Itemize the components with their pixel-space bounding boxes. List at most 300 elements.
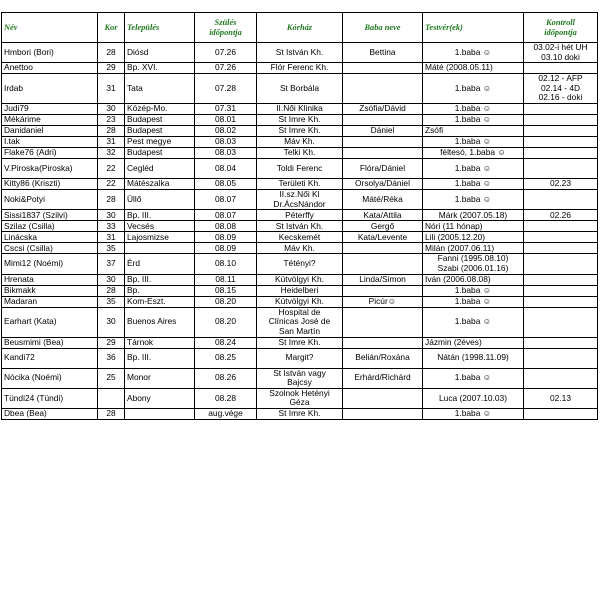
cell-siblings <box>423 190 524 210</box>
cell-age: 30 <box>98 274 125 285</box>
expectant-mothers-table <box>1 12 598 420</box>
cell-siblings <box>423 104 524 115</box>
cell-siblings <box>423 126 524 137</box>
cell-name: Hmbori (Bori) <box>2 43 98 63</box>
cell-hospital <box>257 126 343 137</box>
cell-age: 28 <box>98 43 125 63</box>
cell-siblings-line: Máté (2008.05.11) <box>425 62 493 73</box>
cell-hospital-line: Máv Kh. <box>284 242 315 253</box>
cell-due-date: 08.07 <box>195 190 257 210</box>
cell-siblings <box>423 137 524 148</box>
table-row <box>2 408 598 419</box>
cell-name: Irdab <box>2 74 98 104</box>
cell-siblings-line: Jázmin (2éves) <box>425 337 482 347</box>
cell-hospital <box>257 190 343 210</box>
cell-hospital <box>257 337 343 348</box>
cell-checkup-line: 02.23 <box>550 178 571 189</box>
cell-checkup-line: 02.14 - 4D <box>540 82 581 93</box>
cell-checkup <box>524 254 598 274</box>
cell-hospital-line: Margit? <box>285 352 314 363</box>
cell-due-date: 08.07 <box>195 210 257 221</box>
cell-hospital-line: Clínicas José de <box>268 316 331 327</box>
cell-checkup <box>524 388 598 408</box>
cell-siblings <box>423 408 524 419</box>
cell-baby-name-line: Zsófia/Dávid <box>359 103 406 114</box>
cell-name: Kitty86 (Kriszti) <box>2 179 98 190</box>
cell-hospital-line: Hospital de <box>278 307 321 317</box>
cell-siblings-line: Milán (2007.06.11) <box>425 242 495 253</box>
table-row <box>2 190 598 210</box>
cell-due-date: 08.09 <box>195 243 257 254</box>
cell-baby-name-line: Flóra/Dániel <box>359 162 406 173</box>
cell-name: Judi79 <box>2 104 98 115</box>
cell-baby-name <box>343 296 423 307</box>
cell-baby-name-line: Linda/Simon <box>359 274 406 284</box>
cell-due-date: 08.03 <box>195 148 257 159</box>
cell-checkup-line: 02.26 <box>550 209 571 220</box>
cell-hospital <box>257 408 343 419</box>
cell-age <box>98 388 125 408</box>
cell-hospital-line: Géza <box>289 397 310 408</box>
cell-due-date: 08.28 <box>195 388 257 408</box>
cell-due-date: 08.03 <box>195 137 257 148</box>
cell-age: 31 <box>98 137 125 148</box>
cell-due-date: 08.04 <box>195 159 257 179</box>
cell-place: Budapest <box>125 148 195 159</box>
table-row <box>2 210 598 221</box>
cell-checkup <box>524 148 598 159</box>
col-header-baby-name: Baba neve <box>343 13 423 43</box>
cell-siblings <box>423 148 524 159</box>
cell-hospital <box>257 63 343 74</box>
cell-baby-name-line: Gergő <box>370 220 395 231</box>
table-row <box>2 254 598 274</box>
cell-hospital-line: Területi Kh. <box>278 178 321 189</box>
table-row <box>2 337 598 348</box>
cell-siblings-line: Nátán (1998.11.09) <box>437 352 509 363</box>
cell-place: Monor <box>125 368 195 388</box>
cell-name: Sissi1837 (Szilvi) <box>2 210 98 221</box>
cell-siblings-line: 1.baba ☺ <box>454 285 492 295</box>
cell-due-date: 08.11 <box>195 274 257 285</box>
cell-name: Linácska <box>2 232 98 243</box>
cell-hospital-line: Szolnok Hetényi <box>269 388 330 398</box>
cell-baby-name <box>343 190 423 210</box>
cell-due-date: 08.15 <box>195 285 257 296</box>
cell-siblings <box>423 285 524 296</box>
cell-checkup <box>524 159 598 179</box>
cell-due-date: 08.26 <box>195 368 257 388</box>
cell-checkup-line: 03.02-i hét UH <box>533 42 588 52</box>
cell-due-date: 08.01 <box>195 115 257 126</box>
cell-siblings-line: 1.baba ☺ <box>454 178 492 189</box>
cell-checkup <box>524 104 598 115</box>
table-row <box>2 388 598 408</box>
cell-siblings-line: Luca (2007.10.03) <box>439 392 507 403</box>
cell-place <box>125 408 195 419</box>
cell-place: Érd <box>125 254 195 274</box>
cell-baby-name-line: Orsolya/Dániel <box>355 178 410 189</box>
table-row <box>2 137 598 148</box>
cell-checkup <box>524 63 598 74</box>
cell-siblings-line: 1.baba ☺ <box>454 82 492 93</box>
cell-due-date: 07.26 <box>195 43 257 63</box>
cell-checkup <box>524 179 598 190</box>
cell-baby-name-line: Picúr☺ <box>368 296 397 306</box>
table-row <box>2 74 598 104</box>
col-header-name: Név <box>2 13 98 43</box>
cell-baby-name <box>343 307 423 337</box>
col-header-checkup <box>524 13 598 43</box>
cell-hospital-line: San Martín <box>279 325 320 336</box>
table-row <box>2 126 598 137</box>
cell-baby-name <box>343 148 423 159</box>
cell-name: Mékárime <box>2 115 98 126</box>
cell-place <box>125 243 195 254</box>
cell-baby-name <box>343 115 423 126</box>
cell-due-date: 08.02 <box>195 126 257 137</box>
table-body <box>2 43 598 420</box>
cell-name: Anettoo <box>2 63 98 74</box>
cell-hospital <box>257 348 343 368</box>
cell-baby-name-line: Kata/Levente <box>357 231 408 242</box>
cell-siblings-line: 1.baba ☺ <box>454 296 492 306</box>
cell-age: 35 <box>98 296 125 307</box>
cell-siblings-line: 1.baba ☺ <box>454 136 492 147</box>
cell-checkup <box>524 232 598 243</box>
cell-age: 22 <box>98 159 125 179</box>
cell-checkup <box>524 137 598 148</box>
cell-baby-name-line: Máté/Réka <box>362 193 403 204</box>
cell-baby-name <box>343 137 423 148</box>
cell-hospital <box>257 148 343 159</box>
table-row <box>2 348 598 368</box>
cell-checkup-line: 02.13 <box>550 392 571 403</box>
cell-siblings <box>423 232 524 243</box>
cell-place: Bp. III. <box>125 274 195 285</box>
cell-hospital-line: Dr.ÁcsNándor <box>273 198 326 209</box>
cell-place: Bp. III. <box>125 348 195 368</box>
cell-hospital-line: Máv Kh. <box>284 136 315 147</box>
cell-place: Lajosmizse <box>125 232 195 243</box>
cell-hospital <box>257 368 343 388</box>
cell-hospital <box>257 285 343 296</box>
cell-siblings <box>423 274 524 285</box>
cell-siblings <box>423 43 524 63</box>
cell-hospital-line: Péterffy <box>285 209 314 220</box>
cell-place: Buenos Aires <box>125 307 195 337</box>
cell-hospital <box>257 74 343 104</box>
cell-siblings-line: Szabi (2006.01.16) <box>437 262 509 273</box>
cell-name: Szilaz (Csilla) <box>2 221 98 232</box>
cell-siblings <box>423 337 524 348</box>
cell-hospital-line: Tétényi? <box>283 258 316 269</box>
cell-due-date: 08.05 <box>195 179 257 190</box>
cell-name: Mimi12 (Noémi) <box>2 254 98 274</box>
cell-name: Flake76 (Adri) <box>2 148 98 159</box>
cell-name: Beusmimi (Bea) <box>2 337 98 348</box>
cell-hospital-line: St Imre Kh. <box>278 114 321 125</box>
table-row <box>2 43 598 63</box>
table-row <box>2 307 598 337</box>
cell-place: Tárnok <box>125 337 195 348</box>
cell-baby-name <box>343 232 423 243</box>
cell-checkup <box>524 348 598 368</box>
cell-place: Cegléd <box>125 159 195 179</box>
cell-siblings-line: Lili (2005.12.20) <box>425 231 486 242</box>
cell-age: 30 <box>98 210 125 221</box>
cell-place: Bp. XVI. <box>125 63 195 74</box>
cell-hospital <box>257 221 343 232</box>
cell-hospital-line: St Imre Kh. <box>278 337 321 347</box>
cell-hospital-line: Heidelberi <box>280 285 319 295</box>
col-header-hospital: Kórház <box>257 13 343 43</box>
cell-hospital <box>257 159 343 179</box>
cell-baby-name <box>343 254 423 274</box>
cell-place: Budapest <box>125 126 195 137</box>
cell-place: Bp. <box>125 285 195 296</box>
cell-siblings <box>423 243 524 254</box>
cell-age: 37 <box>98 254 125 274</box>
cell-baby-name <box>343 126 423 137</box>
cell-name: Dbea (Bea) <box>2 408 98 419</box>
cell-name: Hrenata <box>2 274 98 285</box>
cell-baby-name <box>343 368 423 388</box>
cell-checkup <box>524 307 598 337</box>
col-header-due-line1: Szülés <box>214 17 237 27</box>
cell-baby-name-line: Belián/Roxána <box>355 352 410 363</box>
cell-name: Nócika (Noémi) <box>2 368 98 388</box>
cell-checkup <box>524 126 598 137</box>
col-header-checkup-line1: Kontroll <box>546 17 575 27</box>
cell-siblings-line: 1.baba ☺ <box>454 46 492 57</box>
cell-baby-name-line: Erhárd/Richárd <box>354 372 411 383</box>
cell-hospital-line: Telki Kh. <box>283 147 316 158</box>
cell-siblings <box>423 254 524 274</box>
cell-name: Cscsi (Csilla) <box>2 243 98 254</box>
cell-checkup <box>524 190 598 210</box>
cell-name: I.tak <box>2 137 98 148</box>
cell-due-date: 08.20 <box>195 296 257 307</box>
cell-siblings-line: 1.baba ☺ <box>454 114 492 125</box>
cell-checkup <box>524 296 598 307</box>
cell-due-date: 07.26 <box>195 63 257 74</box>
cell-place: Budapest <box>125 115 195 126</box>
cell-age: 29 <box>98 63 125 74</box>
cell-checkup <box>524 243 598 254</box>
cell-siblings-line: Fanni (1995.08.10) <box>437 253 509 264</box>
table-row <box>2 221 598 232</box>
table-row <box>2 368 598 388</box>
cell-hospital-line: St Borbála <box>279 82 320 93</box>
cell-checkup <box>524 115 598 126</box>
cell-baby-name <box>343 43 423 63</box>
cell-age: 31 <box>98 232 125 243</box>
cell-hospital <box>257 243 343 254</box>
cell-age: 28 <box>98 285 125 296</box>
cell-hospital-line: II.Női Klinika <box>276 103 323 114</box>
cell-checkup-line: 02.16 - doki <box>538 92 583 103</box>
cell-place: Diósd <box>125 43 195 63</box>
cell-place: Üllő <box>125 190 195 210</box>
cell-checkup <box>524 210 598 221</box>
cell-hospital <box>257 210 343 221</box>
cell-baby-name <box>343 210 423 221</box>
col-header-age: Kor <box>98 13 125 43</box>
cell-baby-name <box>343 408 423 419</box>
cell-hospital <box>257 43 343 63</box>
cell-baby-name <box>343 74 423 104</box>
cell-hospital <box>257 296 343 307</box>
cell-place: Közép-Mo. <box>125 104 195 115</box>
cell-due-date: 08.09 <box>195 232 257 243</box>
cell-baby-name <box>343 221 423 232</box>
cell-siblings <box>423 115 524 126</box>
cell-siblings <box>423 179 524 190</box>
header-row <box>2 13 598 43</box>
cell-place: Bp. III. <box>125 210 195 221</box>
cell-hospital <box>257 232 343 243</box>
cell-hospital <box>257 307 343 337</box>
cell-age: 32 <box>98 148 125 159</box>
cell-place: Pest megye <box>125 137 195 148</box>
cell-siblings-line: féltesó, 1.baba ☺ <box>440 147 506 158</box>
cell-baby-name-line: Kata/Attila <box>363 209 402 220</box>
table-row <box>2 285 598 296</box>
cell-baby-name <box>343 104 423 115</box>
cell-name: Earhart (Kata) <box>2 307 98 337</box>
cell-due-date: 08.25 <box>195 348 257 368</box>
cell-hospital <box>257 104 343 115</box>
col-header-checkup-line2: időpontja <box>544 27 577 37</box>
cell-age: 22 <box>98 179 125 190</box>
cell-checkup <box>524 408 598 419</box>
cell-hospital-line: Toldi Ferenc <box>276 162 323 173</box>
cell-age: 33 <box>98 221 125 232</box>
cell-place: Tata <box>125 74 195 104</box>
cell-hospital-line: St István Kh. <box>275 46 324 57</box>
cell-checkup-line: 03.10 doki <box>541 51 580 62</box>
table-row <box>2 232 598 243</box>
cell-age: 29 <box>98 337 125 348</box>
cell-hospital <box>257 115 343 126</box>
cell-age: 30 <box>98 307 125 337</box>
cell-siblings-line: Márk (2007.05.18) <box>438 209 508 220</box>
cell-due-date: 07.31 <box>195 104 257 115</box>
cell-siblings <box>423 348 524 368</box>
cell-hospital-line: St István vagy <box>273 368 326 378</box>
cell-name: Tündi24 (Tündi) <box>2 388 98 408</box>
table-row <box>2 243 598 254</box>
cell-checkup <box>524 274 598 285</box>
cell-hospital-line: Flór Ferenc Kh. <box>270 62 329 73</box>
cell-siblings <box>423 210 524 221</box>
cell-siblings <box>423 307 524 337</box>
cell-name: Kandi72 <box>2 348 98 368</box>
cell-siblings <box>423 63 524 74</box>
cell-due-date: 07.28 <box>195 74 257 104</box>
cell-due-date: 08.24 <box>195 337 257 348</box>
cell-age: 28 <box>98 408 125 419</box>
cell-siblings <box>423 368 524 388</box>
cell-siblings <box>423 296 524 307</box>
cell-siblings-line: Iván (2006.08.08) <box>425 274 491 284</box>
cell-baby-name <box>343 274 423 285</box>
cell-place: Abony <box>125 388 195 408</box>
cell-checkup <box>524 285 598 296</box>
cell-siblings <box>423 221 524 232</box>
cell-hospital <box>257 388 343 408</box>
cell-due-date: 08.10 <box>195 254 257 274</box>
cell-hospital-line: St Imre Kh. <box>278 125 321 136</box>
table-row <box>2 179 598 190</box>
cell-hospital-line: Kútvölgyi Kh. <box>275 296 324 306</box>
cell-age: 23 <box>98 115 125 126</box>
cell-baby-name <box>343 63 423 74</box>
cell-siblings-line: Nóri (11 hónap) <box>425 220 483 231</box>
cell-hospital <box>257 179 343 190</box>
cell-hospital <box>257 137 343 148</box>
cell-siblings-line: 1.baba ☺ <box>454 103 492 114</box>
cell-siblings-line: 1.baba ☺ <box>454 193 492 204</box>
cell-baby-name-line: Dániel <box>370 125 395 136</box>
table-row <box>2 104 598 115</box>
cell-age: 36 <box>98 348 125 368</box>
cell-hospital-line: St Imre Kh. <box>278 408 321 419</box>
cell-age: 30 <box>98 104 125 115</box>
table-row <box>2 148 598 159</box>
cell-age: 28 <box>98 126 125 137</box>
cell-siblings-line: 1.baba ☺ <box>454 316 492 327</box>
cell-due-date: aug.vége <box>195 408 257 419</box>
cell-siblings-line: 1.baba ☺ <box>454 372 492 383</box>
cell-age: 35 <box>98 243 125 254</box>
cell-baby-name <box>343 243 423 254</box>
cell-siblings-line: 1.baba ☺ <box>454 408 492 419</box>
cell-place: Mátészalka <box>125 179 195 190</box>
table-row <box>2 159 598 179</box>
cell-baby-name <box>343 285 423 296</box>
cell-hospital <box>257 254 343 274</box>
cell-checkup <box>524 74 598 104</box>
cell-name: V.Piroska(Piroska) <box>2 159 98 179</box>
cell-baby-name <box>343 388 423 408</box>
cell-baby-name-line: Bettina <box>369 46 396 57</box>
cell-age: 31 <box>98 74 125 104</box>
cell-checkup <box>524 43 598 63</box>
cell-hospital-line: St István Kh. <box>275 220 324 231</box>
cell-name: Bikmakk <box>2 285 98 296</box>
col-header-due-line2: időpontja <box>209 27 242 37</box>
col-header-due-date <box>195 13 257 43</box>
cell-place: Kom-Eszt. <box>125 296 195 307</box>
cell-hospital <box>257 274 343 285</box>
cell-siblings <box>423 74 524 104</box>
cell-baby-name <box>343 337 423 348</box>
cell-siblings-line: 1.baba ☺ <box>454 162 492 173</box>
cell-baby-name <box>343 159 423 179</box>
cell-hospital-line: Bajcsy <box>287 377 312 388</box>
cell-name: Danidaniel <box>2 126 98 137</box>
cell-siblings-line: Zsófi <box>425 125 444 136</box>
cell-age: 25 <box>98 368 125 388</box>
cell-name: Madaran <box>2 296 98 307</box>
cell-hospital-line: Kútvölgyi Kh. <box>275 274 324 284</box>
cell-siblings <box>423 388 524 408</box>
cell-age: 28 <box>98 190 125 210</box>
cell-checkup <box>524 368 598 388</box>
col-header-place: Település <box>125 13 195 43</box>
